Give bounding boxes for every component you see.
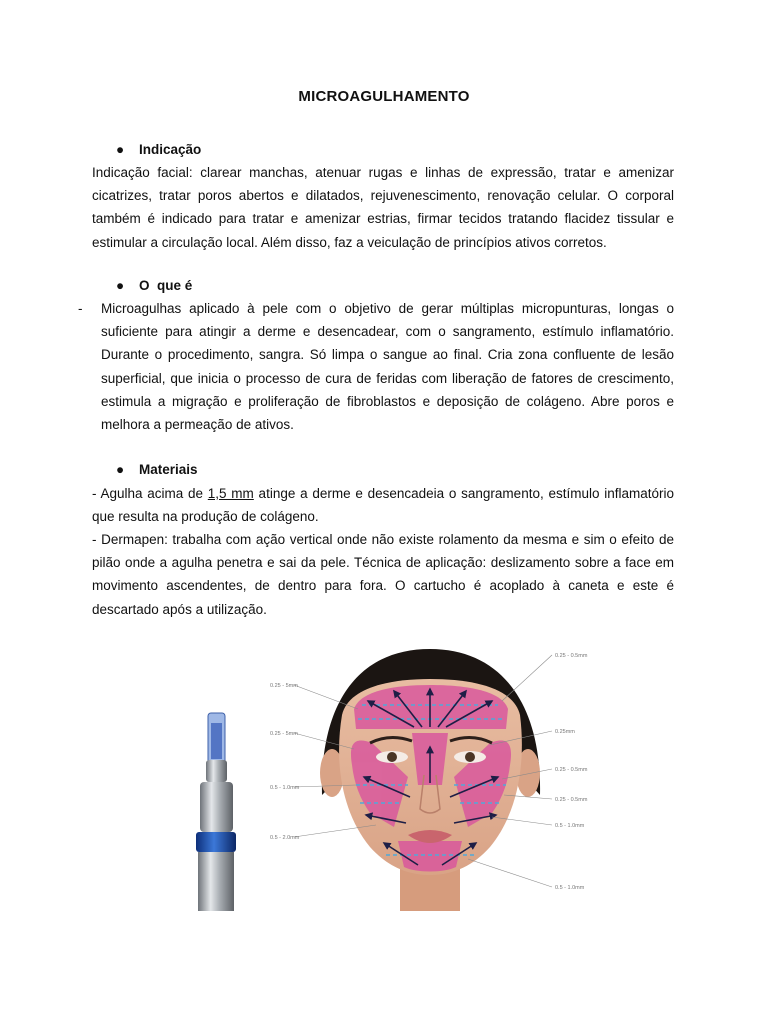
bullet-icon: ●	[116, 462, 125, 477]
depth-label: 0.5 - 1.0mm	[555, 885, 585, 891]
depth-label: 0.25 - 5mm	[270, 731, 298, 737]
depth-label: 0.25 - 0.5mm	[555, 797, 588, 803]
document-title: MICROAGULHAMENTO	[298, 88, 470, 105]
section-heading-indicacao	[116, 141, 201, 159]
bullet-icon: ●	[116, 142, 125, 157]
section-heading-o-que-e	[116, 277, 192, 295]
text-run: atinge a derme e desencadeia o sangramento, estímulo inflamatório que resulta na produção de colágeno.	[92, 486, 674, 525]
text-run: - Agulha acima de	[92, 486, 208, 501]
bullet-icon: ●	[116, 278, 125, 293]
section-heading-materiais	[116, 461, 198, 479]
section-heading-text: Indicação	[139, 142, 202, 157]
depth-label: 0.25 - 0.5mm	[555, 653, 588, 659]
section-paragraph-o-que-e: Microagulhas aplicado à pele com o objetivo de gerar múltiplas micropunturas, longas o suficiente para atingir a derme e desencadear, com o sangramento, estímulo inflamatório. Durante o procedimento, sangra. Só limpa o sangue ao final. Cria zona confluente de lesão superficial, que inicia o processo de cura de feridas com liberação de fatores de crescimento, estimula a migração e proliferação de fibroblastos e deposição de colágeno. Abre poros e melhora a permeação de ativos.	[101, 301, 674, 433]
depth-label: 0.5 - 1.0mm	[555, 823, 585, 829]
section-paragraph-indicacao: Indicação facial: clarear manchas, atenuar rugas e linhas de expressão, tratar e amenizar cicatrizes, tratar poros abertos e dilatados, rejuvenescimento, renovação celular. O corporal também é indicado para tratar e amenizar estrias, firmar tecidos tratando flacidez tissular e estimular a circulação local. Além disso, faz a veiculação de princípios ativos corretos.	[92, 165, 674, 250]
depth-label: 0.5 - 2.0mm	[270, 835, 300, 841]
microneedling-figure	[172, 645, 598, 911]
depth-label: 0.5 - 1.0mm	[270, 785, 300, 791]
dermapen-illustration	[196, 713, 236, 911]
needle-length-value: 1,5 mm	[207, 486, 254, 501]
materiais-item-agulha	[92, 482, 674, 528]
depth-label: 0.25 - 0.5mm	[555, 767, 588, 773]
section-heading-text: Materiais	[139, 462, 198, 477]
depth-label: 0.25 - 5mm	[270, 683, 298, 689]
depth-label: 0.25mm	[555, 729, 575, 735]
materiais-item-dermapen: - Dermapen: trabalha com ação vertical onde não existe rolamento da mesma e sim o efeito de pilão onde a agulha penetra e sai da pele. Técnica de aplicação: deslizamento sobre a face em movimento ascendentes, de dentro para fora. O cartucho é acoplado à caneta e este é descartado após a utilização.	[92, 532, 674, 617]
list-dash: -	[78, 301, 83, 316]
section-heading-text: O que é	[139, 278, 193, 293]
